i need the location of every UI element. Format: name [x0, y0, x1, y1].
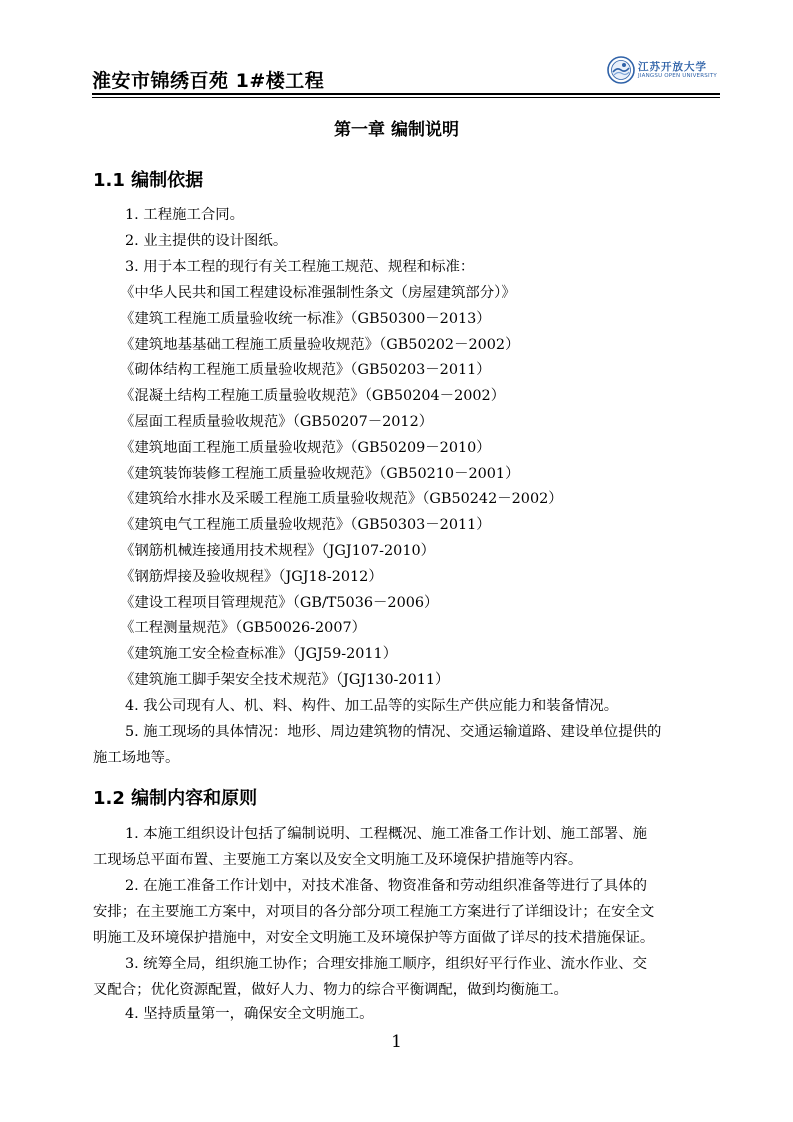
basis-item-1: 1. 工程施工合同。	[125, 207, 245, 223]
standard-item: 《建筑地面工程施工质量验收规范》（GB50209－2010）	[120, 439, 491, 456]
standard-item: 《建设工程项目管理规范》（GB/T5036－2006）	[120, 594, 439, 611]
principle-paragraph-4: 4. 坚持质量第一，确保安全文明施工。	[125, 1006, 374, 1022]
header-rule-thin	[92, 97, 720, 98]
standard-item: 《钢筋焊接及验收规程》（JGJ18-2012）	[120, 568, 383, 585]
principle-paragraph-2-continued: 明施工及环境保护措施中，对安全文明施工及环境保护等方面做了详尽的技术措施保证。	[93, 930, 655, 946]
header-rule	[92, 93, 720, 95]
standard-item: 《建筑工程施工质量验收统一标准》（GB50300－2013）	[120, 310, 491, 327]
logo-english-text: JIANGSU OPEN UNIVERSITY	[638, 73, 717, 79]
standard-item: 《建筑给水排水及采暖工程施工质量验收规范》（GB50242－2002）	[120, 491, 563, 508]
principle-paragraph-2-continued: 安排；在主要施工方案中，对项目的各分部分项工程施工方案进行了详细设计；在安全文	[93, 904, 655, 920]
standard-item: 《屋面工程质量验收规范》（GB50207－2012）	[120, 414, 434, 430]
standard-item: 《建筑施工脚手架安全技术规范》（JGJ130-2011）	[120, 672, 450, 688]
section-heading-basis: 1.1 编制依据	[93, 170, 204, 191]
basis-item-5: 5. 施工现场的具体情况：地形、周边建筑物的情况、交通运输道路、建设单位提供的	[125, 724, 662, 740]
standard-item: 《混凝土结构工程施工质量验收规范》（GB50204－2002）	[120, 388, 506, 405]
principle-paragraph-1-continued: 工现场总平面布置、主要施工方案以及安全文明施工及环境保护措施等内容。	[93, 852, 583, 868]
principle-paragraph-1: 1. 本施工组织设计包括了编制说明、工程概况、施工准备工作计划、施工部署、施	[125, 826, 647, 842]
principle-paragraph-3-continued: 叉配合；优化资源配置，做好人力、物力的综合平衡调配，做到均衡施工。	[93, 982, 568, 998]
standard-item: 《建筑施工安全检查标准》（JGJ59-2011）	[120, 646, 398, 663]
standard-item: 《建筑电气工程施工质量验收规范》（GB50303－2011）	[120, 517, 491, 534]
basis-item-2: 2. 业主提供的设计图纸。	[125, 233, 288, 249]
principle-paragraph-2: 2. 在施工准备工作计划中，对技术准备、物资准备和劳动组织准备等进行了具体的	[125, 878, 647, 894]
section-heading-principles: 1.2 编制内容和原则	[93, 788, 258, 809]
standard-item: 《砌体结构工程施工质量验收规范》（GB50203－2011）	[120, 362, 491, 379]
standard-item: 《建筑地基基础工程施工质量验收规范》（GB50202－2002）	[120, 336, 520, 353]
chapter-title: 第一章 编制说明	[334, 120, 459, 140]
basis-item-3: 3. 用于本工程的现行有关工程施工规范、规程和标准：	[125, 259, 475, 275]
logo-chinese-text: 江苏开放大学	[638, 61, 707, 73]
standard-item: 《钢筋机械连接通用技术规程》（JGJ107-2010）	[120, 543, 436, 559]
page-header	[92, 56, 720, 96]
document-title: 淮安市锦绣百苑 1#楼工程	[92, 70, 325, 92]
logo-emblem-icon	[607, 56, 635, 84]
principle-paragraph-3: 3. 统筹全局，组织施工协作；合理安排施工顺序，组织好平行作业、流水作业、交	[125, 956, 647, 972]
standard-item: 《工程测量规范》（GB50026-2007）	[120, 620, 367, 637]
basis-item-5-continued: 施工场地等。	[93, 750, 180, 766]
page-number: 1	[391, 1032, 402, 1052]
standard-item: 《建筑装饰装修工程施工质量验收规范》（GB50210－2001）	[120, 465, 520, 482]
standard-item: 《中华人民共和国工程建设标准强制性条文（房屋建筑部分）》	[120, 285, 516, 301]
basis-item-4: 4. 我公司现有人、机、料、构件、加工品等的实际生产供应能力和装备情况。	[125, 698, 619, 714]
university-logo	[607, 56, 722, 86]
